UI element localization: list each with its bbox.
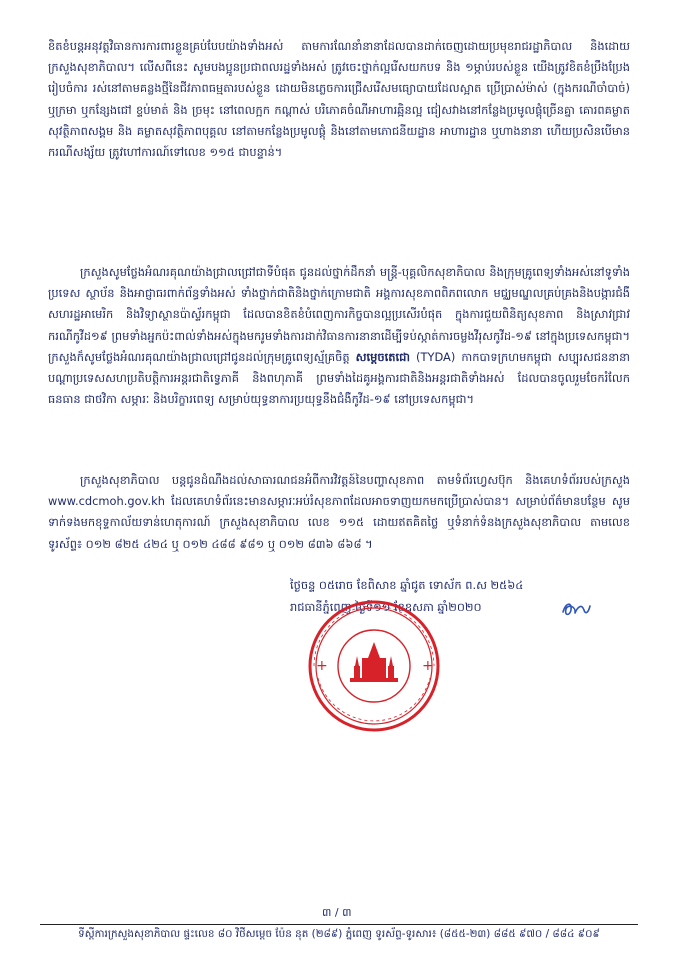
footer-divider (40, 924, 638, 925)
footer-address: ទីស្តីការក្រសួងសុខាភិបាល ផ្ទះលេខ ៨០ វិថីសម្តេច ប៉ែន នុត (២៨៩) ភ្នំពេញ ទូរស័ព្ទ-ទូរសារ៖ (៨៥៥-២៣) ៨៨៥ ៩៧០ / ៨៨៤ ៩០៩ (78, 928, 600, 940)
handwritten-initials (560, 598, 592, 620)
acknowledgement-text-part-1: ក្រសួងសូមថ្លែងអំណរគុណយ៉ាងជ្រាលជ្រៅជាទីបំផុត ជូនដល់ថ្នាក់ដឹកនាំ មន្ត្រី-បុគ្គលិកសុខាភិបាល និងក្រុមគ្រូពេទ្យទាំងអស់នៅទូទាំងប្រទេស ស្ថាប័ន និងអាជ្ញាធរពាក់ព័ន្ធទាំងអស់ ទាំងថ្នាក់ជាតិនិងថ្នាក់ក្រោមជាតិ អង្គការសុខភាពពិភពលោក មជ្ឈមណ្ឌលគ្រប់គ្រងនិងបង្ការជំងឺសហរដ្ឋអាមេរិក និងវិទ្យាស្ថានប៉ាស្ទ័រកម្ពុជា ដែលបានខិតខំបំពេញការកិច្ចបានល្អប្រសើរបំផុត ក្នុងការជួយពិនិត្យសុខភាព និងស្រាវជ្រាវករណីកូវីដ១៩ ព្រមទាំងអ្នកប៉ះពាល់ទាំងអស់ក្នុងមករូមទាំងការដាក់វិធានការនានាដើម្បីទប់ស្កាត់ការចម្លងវីរុសកូវីដ-១៩ នៅក្នុងប្រទេសកម្ពុជា។ ក្រសួងក៏សូមថ្លែងអំណរគុណយ៉ាងជ្រាលជ្រៅជូនដល់ក្រុមគ្រូពេទ្យស្ម័គ្រចិត្ត (48, 265, 630, 364)
acknowledgement-bold-name: សម្តេចតេជោ (355, 349, 410, 364)
paragraph-acknowledgements (48, 262, 630, 460)
acknowledgement-text-part-2: (TYDA) កាកបាទក្រហមកម្ពុជា សប្បុរសជននានា បណ្តាប្រទេសសហប្រតិបត្តិការអន្តរជាតិទ្វេភាគី និងពហុភាគី ព្រមទាំងដៃគូអង្គការជាតិនិងអន្តរជាតិទាំងអស់ ដែលបានចូលរួមចែករំលែកធនធាន ជាថវិកា សម្ភារៈ និងបរិក្ខារពេទ្យ សម្រាប់យុទ្ធនាការប្រយុទ្ធនឹងជំងឺកូវីដ-១៩ នៅប្រទេសកម្ពុជា។ (48, 349, 630, 407)
paragraph-prevention-guidance: ខិតខំបន្តអនុវត្តវិធានការការពារខ្លួនគ្រប់បែបយ៉ាងទាំងអស់ តាមការណែនាំនានាដែលបានដាក់ចេញដោយប្រមុខរាជរដ្ឋាភិបាល និងដោយក្រសួងសុខាភិបាល។ លើសពីនេះ សូមបងប្អូនប្រជាពលរដ្ឋទាំងអស់ ត្រូវចេះថ្នាក់ល្អ​រើសយកបទ និង ១ម្ភាប់របស់ខ្លួន យើងត្រូវខិតខំប្រឹងប្រែងរៀបចំការ រស់នៅតាមគន្លងថ្មីនៃជីវភាពធម្មតារបស់ខ្លួន ដោយមិនភ្លេចការជ្រើសរើសមធ្យោបាយដែលស្អាត ប្រើប្រាស់ម៉ាស់ (ក្នុងករណីចាំបាច់) ឬក្រមា ឬកន្សែងជៅ ខ្ទប់មាត់ និង ច្រមុះ នៅពេលក្អក កណ្តាស់ បរិភោគចំណីអាហារឆ្អិនល្អ ជៀសវាងនៅកន្លែងប្រមូលផ្តុំច្រើនគ្នា គោរពគម្លាតសុវត្ថិភាពសង្គម និង គម្លាតសុវត្ថិភាពបុគ្គល នៅតាមកន្លែងប្រមូលផ្តុំ និងនៅតាមភោជនីយដ្ឋាន អាហារដ្ឋាន ឬហាងនានា ហើយប្រសិនបើមានករណីសង្ស័យ ត្រូវហៅការណ៍ទៅលេខ ១១៥ ជាបន្ទាន់។ (48, 39, 630, 160)
page-number: ៣ / ៣ (322, 906, 352, 919)
svg-text:+: + (316, 658, 328, 674)
svg-text:+: + (422, 658, 434, 674)
paragraph-contact-info: ក្រសួងសុខាភិបាល បន្តជូនដំណឹងដល់សាធារណជនអំពីការវិវត្តន៍នៃបញ្ហាសុខភាព តាមទំព័រហ្វេសប៊ុក និងគេហទំព័ររបស់ក្រសួង www.cdcmoh.gov.kh ដែលគេហទំព័រនេះមានសម្ភារៈអប់រំសុខភាពដែលអាចទាញយកមកប្រើប្រាស់បាន។ សម្រាប់ព័ត៌មានបន្ថែម សូមទាក់ទងមកខុទ្ទកាល័យទាន់ហេតុការណ៍ ក្រសួងសុខាភិបាល លេខ ១១៥ ដោយឥតគិតថ្លៃ ឬទំនាក់ទំនងក្រសួងសុខាភិបាល តាមលេខទូរស័ព្ទ៖ ០១២ ៨២៥ ៤២៤ ឬ ០១២ ៤៨៨ ៩៨១ ឬ ០១២ ៨៣៦ ៨៦៨ ។ (48, 473, 630, 551)
date-line-solar: រាជធានីភ្នំពេញ ថ្ងៃទី១១ ខែឧសភា ឆ្នាំ២០២០ (290, 600, 482, 614)
date-line-lunar: ថ្ងៃចន្ទ ០៥រោច ខែពិសាខ ឆ្នាំជូត ទោស័ក ព.ស ២៥៦៤ (290, 578, 524, 592)
ministry-seal-stamp (304, 596, 444, 736)
